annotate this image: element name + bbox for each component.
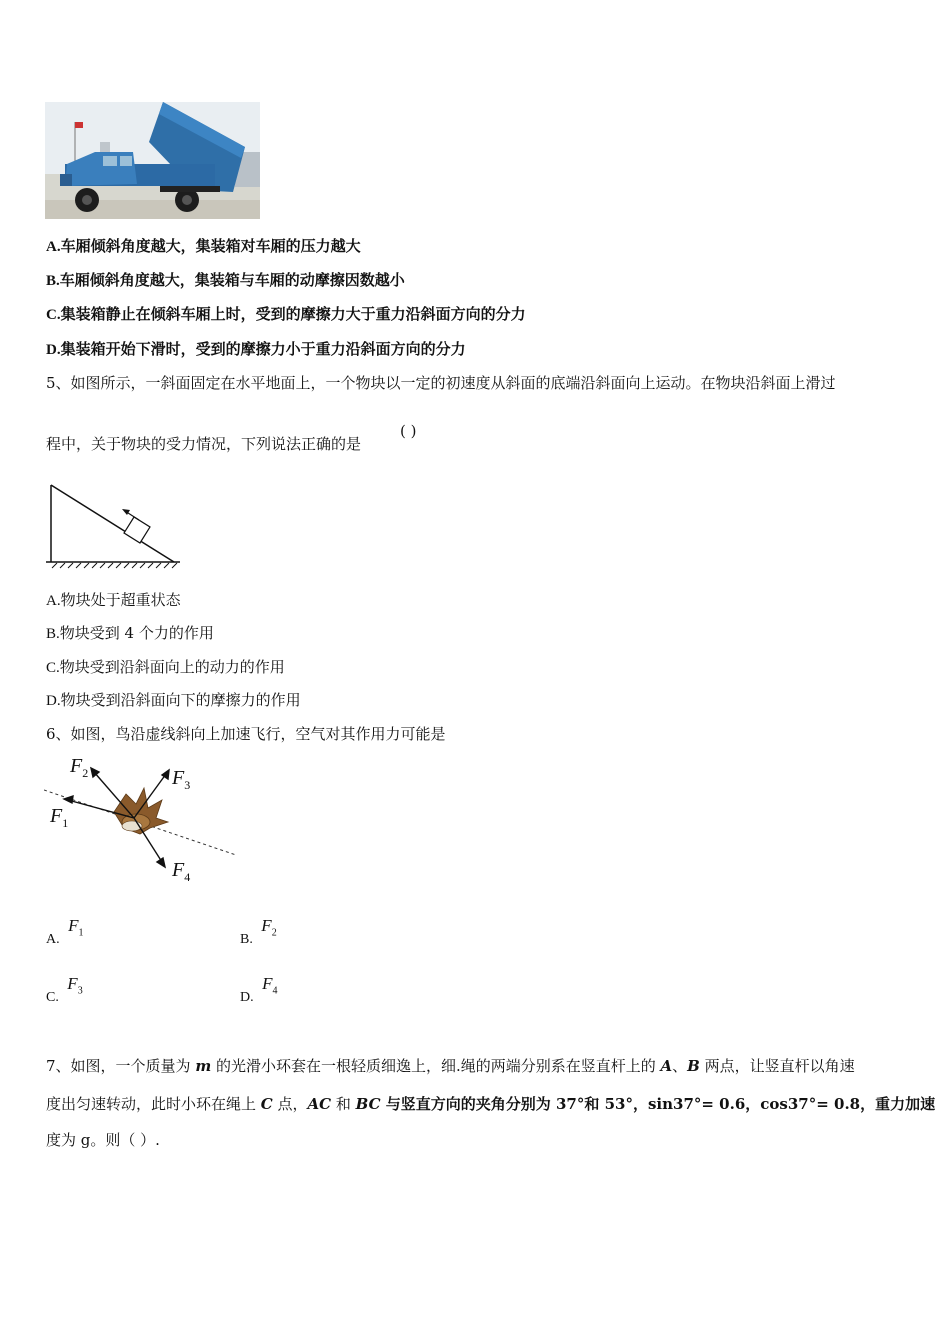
- svg-text:F2: $F_2$: [70, 755, 89, 780]
- q6-option-a: A. $F_1$: [46, 916, 84, 947]
- q7-stem-line3: 度为 g。则（ ）.: [46, 1131, 160, 1149]
- svg-text:F4: $F_4$: [172, 859, 191, 884]
- q4-option-b: B.车厢倾斜角度越大，集装箱与车厢的动摩擦因数越小: [46, 271, 405, 289]
- q6-option-d: D. $F_4$: [240, 974, 278, 1005]
- q5-option-a: A.物块处于超重状态: [46, 591, 181, 609]
- q4-option-a: A.车厢倾斜角度越大，集装箱对车厢的压力越大: [46, 237, 361, 255]
- q6-stem: 6、如图，鸟沿虚线斜向上加速飞行，空气对其作用力可能是: [46, 725, 446, 743]
- q5-stem-line2: 程中，关于物块的受力情况，下列说法正确的是: [46, 435, 362, 453]
- q7-stem-line1: 7、如图，一个质量为 m 的光滑小环套在一根轻质细逸上，细.绳的两端分别系在竖直杆上的 A、B 两点，让竖直杆以角速: [46, 1057, 855, 1075]
- q4-option-d: D.集装箱开始下滑时，受到的摩擦力小于重力沿斜面方向的分力: [46, 340, 466, 358]
- incline-figure: [44, 480, 184, 572]
- svg-text:F1: $F_1$: [50, 805, 69, 830]
- q5-stem-line1: 5、如图所示，一斜面固定在水平地面上，一个物块以一定的初速度从斜面的底端沿斜面向上运动。在物块沿斜面上滑过: [46, 374, 836, 392]
- q5-option-c: C.物块受到沿斜面向上的动力的作用: [46, 658, 285, 676]
- q7-stem-line2: 度出匀速转动，此时小环在绳上 C 点，AC 和 BC 与竖直方向的夹角分别为 37°和 53°，sin37°= 0.6，cos37°= 0.8，重力加速: [46, 1095, 936, 1113]
- q6-option-b: B. $F_2$: [240, 916, 277, 947]
- q5-option-b: B.物块受到 4 个力的作用: [46, 624, 214, 642]
- dump-truck-photo: [45, 102, 260, 219]
- q5-answer-paren: ( ): [400, 422, 417, 440]
- q5-option-d: D.物块受到沿斜面向下的摩擦力的作用: [46, 691, 301, 709]
- svg-text:F3: $F_3$: [172, 767, 191, 792]
- q6-option-c: C. $F_3$: [46, 974, 83, 1005]
- bird-force-figure: [44, 752, 238, 887]
- q4-option-c: C.集装箱静止在倾斜车厢上时，受到的摩擦力大于重力沿斜面方向的分力: [46, 305, 526, 323]
